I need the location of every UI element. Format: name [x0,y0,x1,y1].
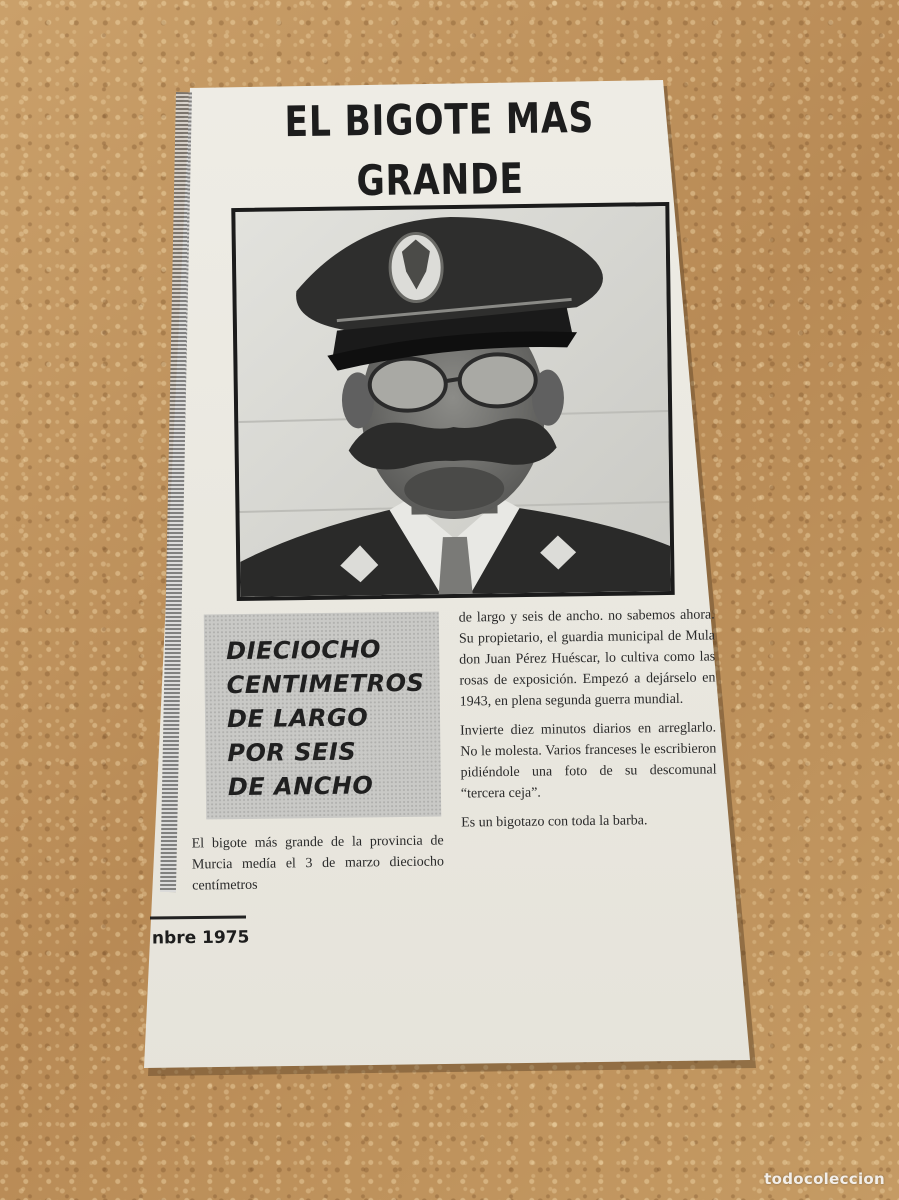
article-paragraph: Invierte diez minutos diarios en arreglarlo. No le molesta. Varios franceses le escribieron pidiéndole una foto de su descomunal “tercera ceja”. [459,720,717,802]
article-right-column [459,604,718,841]
subheading-line: CENTIMETROS [226,668,425,700]
article-paragraph: Es un bigotazo con toda la barba. [461,813,648,831]
subheading-line: DE LARGO [226,703,369,734]
site-watermark: todocoleccion [764,1170,885,1188]
article-paragraph: de largo y seis de ancho. no sabemos ahora. Su propietario, el guardia municipal de Mula don Juan Pérez Huéscar, lo cultiva como las rosas de exposición. Empezó a dejárselo en 1943, en plena segunda guerra mundial. [458,607,716,710]
guard-portrait-illustration [235,206,670,597]
article-paragraph: El bigote más grande de la provincia de Murcia medía el 3 de marzo dieciocho centímetros [191,833,445,894]
publication-date: nbre 1975 [151,927,250,949]
headline-line-1: EL BIGOTE MAS GRANDE [284,92,595,206]
boxed-subheading [204,612,441,820]
subheading-line: DIECIOCHO [226,635,382,666]
subheading-line: DE ANCHO [227,771,374,802]
portrait-photo [231,202,674,601]
article-left-column [192,830,445,904]
subheading-line: POR SEIS [227,737,357,768]
